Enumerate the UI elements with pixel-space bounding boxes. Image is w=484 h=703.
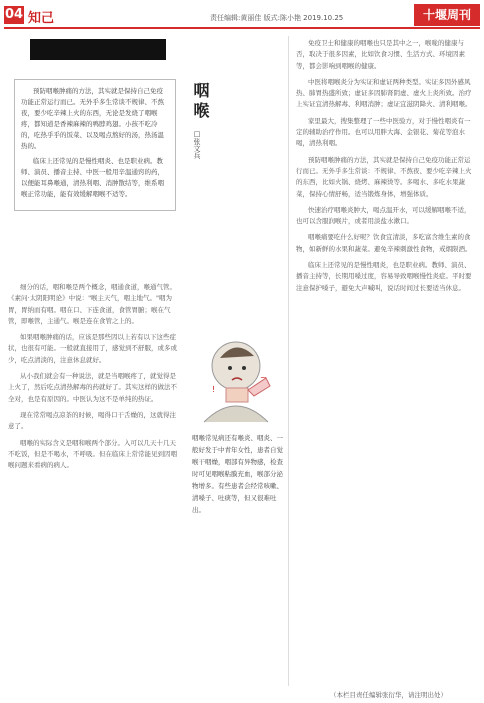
body-paragraph: 免疫卫士和健康的咽喉也只是其中之一，喉咙的健康与否，取决于很多因素，比如饮食习惯、生活方式、环境因素等，都会影响到咽喉的健康。 — [296, 39, 465, 70]
body-paragraph: 预防咽喉肿痛的方法，其实就是保持自己免疫功能正常运行而已。无外乎多生常谈：不规律、不熬夜、要少吃辛辣上火的东西，比如火锅、烧烤、麻辣烫等。多喝水、多吃水果蔬菜，保持心情舒畅，适当锻炼身体，增强体质。 — [296, 155, 472, 198]
brand-logo: 十堰周刊 — [414, 4, 480, 26]
body-paragraph: 从小我们就会有一种说法，就是当咽喉疼了，就觉得是上火了，然后吃点清热解毒的药就好了。其实这样的做法不全对，也是有原因的。中医认为这不是单纯的热证。 — [8, 372, 177, 403]
body-paragraph: 快速治疗咽喉炎肿大，喝点温开水，可以缓解咽喉不适，也可以含服润喉片，或者用淡盐水漱口。 — [296, 205, 471, 226]
illustration-image — [190, 330, 280, 430]
header-meta: 责任编辑:黄丽佳 版式:陈小艳 2019.10.25 — [210, 14, 344, 22]
left-column — [8, 32, 180, 211]
intro-paragraph: 预防咽喉肿痛的方法，其实就是保持自己免疫功能正常运行而已。无外乎多生常谈不规律、不熬夜，要少吃辛辣上火的东西，无论是发烧了咽喉疼，都知道是香辣麻辣的鸭脖鸡翅。小孩不吃冷的，吃热乎乎的饭菜、以及喝点熬好的汤，热汤温热的。 — [21, 87, 164, 150]
svg-text:!: ! — [212, 385, 216, 394]
body-paragraph: 中医将咽喉炎分为实证和虚证两种类型。实证多因外感风热、肺胃热盛所致；虚证多因肺肾阴虚、虚火上炎所致。治疗上实证宜清热解毒、利咽消肿；虚证宜滋阴降火、清利咽喉。 — [296, 77, 472, 109]
body-paragraph: 家里最大，搜集整理了一些中医验方，对于慢性咽炎有一定的辅助治疗作用。也可以用胖大海、金银花、菊花等泡水喝，清热利咽。 — [296, 116, 471, 148]
page-number: 04 — [4, 7, 24, 22]
body-paragraph: 咽喉痛要吃什么好呢？饮食宜清淡，多吃富含维生素的食物，如新鲜的水果和蔬菜。避免辛辣刺激性食物，戒烟限酒。 — [296, 233, 472, 253]
body-paragraph: 咽喉的实际含义是咽和喉两个部分。入可以几天十几天不吃饭，但是不喝水，不呼吸。但在临床上常常能见到因咽喉问题来看病的病人。 — [8, 438, 177, 470]
article-author: □张文兵 — [193, 130, 201, 159]
footer-note: （本栏目责任编辑张衍华，请注明出处） — [330, 691, 447, 699]
title-banner — [30, 39, 166, 60]
person-throat-illustration — [190, 330, 280, 430]
right-column — [296, 38, 476, 299]
article-title-block — [192, 82, 214, 159]
body-paragraph: 临床上还常见的是慢性咽炎，也是职业病。教师、演员、播音主持等，长期用嗓过度，容易导致咽喉慢性炎症。平时要注意保护嗓子，避免大声喊叫，说话时间过长要适当休息。 — [296, 261, 472, 292]
illustration-caption: 咽喉常见病还有喉炎、咽炎、一般好发于中青年女性，患者自觉喉干咽燥，咽部有异物感，检查时可见咽喉粘膜充血，喉部分泌物增多。有些患者会经常咳嗽、清嗓子、吐痰等，但又很难吐出。 — [192, 434, 283, 514]
column-divider — [288, 36, 289, 686]
intro-box — [14, 79, 176, 211]
article-title: 咽喉 — [191, 82, 210, 122]
page-header — [0, 0, 484, 30]
left-body-text — [8, 282, 180, 476]
body-paragraph: 现在常常喝点凉茶的时候，喝得口干舌燥的，这就得注意了。 — [8, 410, 176, 431]
intro-paragraph: 临床上还常见的是慢性咽炎、也是职业病。教师、演员、播音主持、中医一般用辛温通窍的药，以便能耳鼻喉通，清热利咽、消肿散结等，维系咽喉正常功能，能有效缓解咽喉不适等。 — [21, 157, 164, 198]
header-divider — [4, 27, 480, 29]
section-name: 知己 — [28, 11, 55, 26]
body-paragraph: 如果咽喉肿痛的话，应该是那些因以上若有以下这些症状，也很有可能。一般就直接用了，感觉到不舒服，或多或少，吃点清淡的，注意休息就好。 — [8, 333, 177, 364]
svg-text:~: ~ — [260, 373, 267, 382]
body-paragraph: 细分的话，咽和喉是两个概念，咽通食道，喉通气管。《素问·太阴阳明论》中说："喉主天气，咽主地气。"咽为胃，胃纳而有咽。咽在口、下连食道，食管胃腑；喉在气管，即喉管，主通气。喉是连在食管之上的。 — [8, 283, 176, 325]
